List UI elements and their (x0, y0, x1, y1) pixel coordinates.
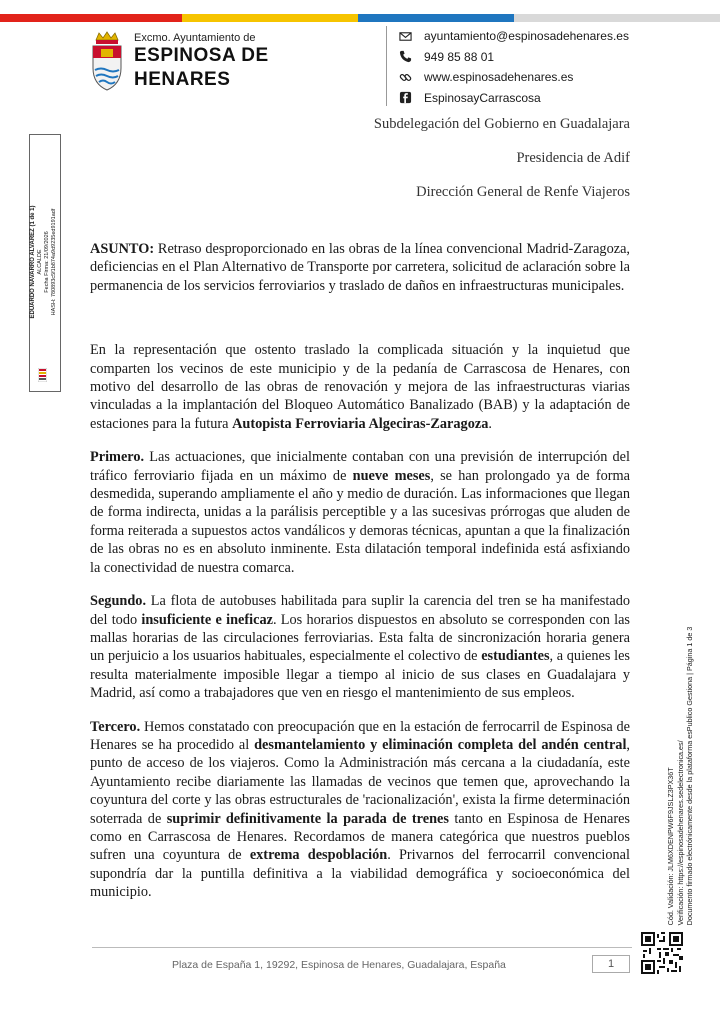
mail-icon (398, 29, 412, 43)
verification-url[interactable]: Verificación: https://espinosadehenares.sedelectronica.es/ (675, 740, 685, 926)
signature-emblem-icon (38, 368, 47, 382)
recipients-block (374, 116, 630, 218)
paragraph-bold: nueve meses (352, 467, 431, 484)
footer-address: Plaza de España 1, 19292, Espinosa de Henares, Guadalajara, España (172, 959, 506, 971)
paragraph-bold: estudiantes (481, 648, 550, 665)
color-bar-blue (358, 14, 514, 22)
signature-date: Fecha Firma: 21/09/2026 (44, 231, 50, 293)
paragraph-text: , se han prolongado ya de forma desmedida, superando ampliamente el año y medio de duración. Las informaciones que llegan de forma indirecta, unidas a la parálisis perceptible y a las sucesivas prórrogas que aluden de forma reiterada a supuestos actos vandálicos y demoras técnicas, apuntan a que la finalización de las obras no es en absoluto inminente. Esta dilatación temporal indefinida está asfixiando la conectividad de nuestra comarca. (90, 467, 630, 576)
municipal-logo (88, 30, 269, 94)
paragraph-text: tanto en Espinosa de Henares como en Carrascosa de Henares. Recordamos de manera categórica que nuestros pueblos sufren una coyuntura de (90, 810, 630, 864)
coat-of-arms-icon (88, 30, 126, 94)
recipient-line: Dirección General de Renfe Viajeros (416, 184, 630, 200)
color-bar-grey (514, 14, 720, 22)
intro-paragraph (90, 341, 630, 433)
paragraph-tercero (90, 718, 630, 902)
header-color-bar (0, 14, 720, 22)
intro-bold: Autopista Ferroviaria Algeciras-Zaragoza (232, 415, 489, 432)
contact-phone-text: 949 85 88 01 (424, 49, 495, 64)
paragraph-text: Las actuaciones, que inicialmente contaban con una previsión de interrupción del tráfico ferroviario fijada en un máximo de (90, 449, 630, 484)
contact-website-text: www.espinosadehenares.es (424, 70, 574, 85)
paragraph-segundo (90, 592, 630, 702)
subject-text: Retraso desproporcionado en las obras de la línea convencional Madrid-Zaragoza, deficiencias en el Plan Alternativo de Transporte por carretera, solicitud de aclaración sobre la permanencia de los servicios ferroviarios y traslado de daños en infraestructuras municipales. (90, 241, 630, 294)
org-name-line2: HENARES (134, 69, 231, 90)
recipient-line: Presidencia de Adif (516, 150, 630, 166)
page-number: 1 (592, 955, 630, 973)
letter-body (90, 240, 630, 917)
signer-name: EDUARDO NAVARRO ALVAREZ (1 de 1) (30, 205, 36, 319)
paragraph-label: Segundo. (90, 593, 147, 610)
intro-end: . (488, 415, 492, 432)
subject-paragraph (90, 240, 630, 295)
paragraph-bold: suprimir definitivamente la parada de trenes (166, 810, 449, 827)
footer-divider (92, 947, 632, 948)
signature-details (30, 205, 58, 318)
contact-phone[interactable] (398, 47, 629, 68)
signature-platform: Documento firmado electrónicamente desde la plataforma esPublico Gestiona | Página 1 de 3 (684, 626, 694, 926)
signature-hash: HASH: 780893c5f1b874a9d9235ed9191adf (51, 208, 57, 316)
subject-label: ASUNTO: (90, 241, 155, 257)
qr-code-icon[interactable] (641, 932, 683, 974)
contact-website[interactable] (398, 67, 629, 88)
paragraph-text: , punto de acceso de los viajeros. Como la Administración más cercana a la ciudadanía, este Ayuntamiento recibe diariamente las llamadas de vecinos que temen que, aprovechando la coyuntura del corte y las obras estructurales de 'racionalización', exista la firme determinación soterrada de (90, 736, 630, 827)
contact-facebook-text: EspinosayCarrascosa (424, 90, 541, 105)
paragraph-bold: extrema despoblación (249, 847, 388, 864)
paragraph-label: Tercero. (90, 718, 141, 735)
validation-code: Cód. Validación: JLM6XDENPW6F9JSLZ3PX36T (665, 767, 675, 926)
paragraph-primero (90, 448, 630, 577)
paragraph-bold: desmantelamiento y eliminación completa del andén central (254, 736, 627, 753)
org-name-line1: ESPINOSA DE (134, 45, 269, 66)
phone-icon (398, 50, 412, 64)
recipient-line: Subdelegación del Gobierno en Guadalajara (373, 116, 630, 132)
paragraph-text: . Los horarios dispuestos en absoluto se corresponden con las mallas horarias de las circulaciones ferroviarias. Esta falta de sincronización horaria genera un perjuicio a los usuarios habituales, especialmente el colectivo de (90, 611, 630, 665)
paragraph-label: Primero. (90, 449, 145, 466)
paragraph-text: Hemos constatado con preocupación que en la estación de ferrocarril de Espinosa de Henares se ha procedido al (90, 718, 630, 753)
color-bar-red (0, 14, 182, 22)
intro-text: En la representación que ostento traslado la complicada situación y la inquietud que comparten los vecinos de este municipio y de la pedanía de Carrascosa de Henares, con motivo del desarrollo de las obras de renovación y mejora de las infraestructuras viarias vinculadas a la implantación del Bloqueo Automático Banalizado (BAB) y la adaptación de estaciones para la futura (90, 342, 630, 432)
contact-email-text: ayuntamiento@espinosadehenares.es (424, 29, 629, 44)
link-icon (398, 70, 412, 84)
paragraph-text: . Privarnos del ferrocarril convencional supondría dar la puntilla definitiva a la viabilidad demográfica y socioeconómica del municipio. (90, 847, 630, 901)
validation-stamp (666, 627, 695, 926)
color-bar-yellow (182, 14, 358, 22)
facebook-icon (398, 91, 412, 105)
contact-divider (386, 26, 387, 106)
paragraph-text: , a quienes les resulta materialmente imposible llegar a tiempo al inicio de sus clases en Guadalajara y Madrid, así como a trabajadores que ven en riesgo el mantenimiento de sus empleos. (90, 648, 630, 702)
paragraph-text: La flota de autobuses habilitada para suplir la carencia del tren se ha manifestado del todo (90, 593, 630, 628)
contact-email[interactable] (398, 26, 629, 47)
org-subtitle: Excmo. Ayuntamiento de (134, 32, 256, 44)
contact-block (398, 26, 629, 108)
contact-facebook[interactable] (398, 88, 629, 109)
paragraph-bold: insuficiente e ineficaz (141, 611, 273, 628)
signer-role: ALCALDE (37, 249, 43, 275)
